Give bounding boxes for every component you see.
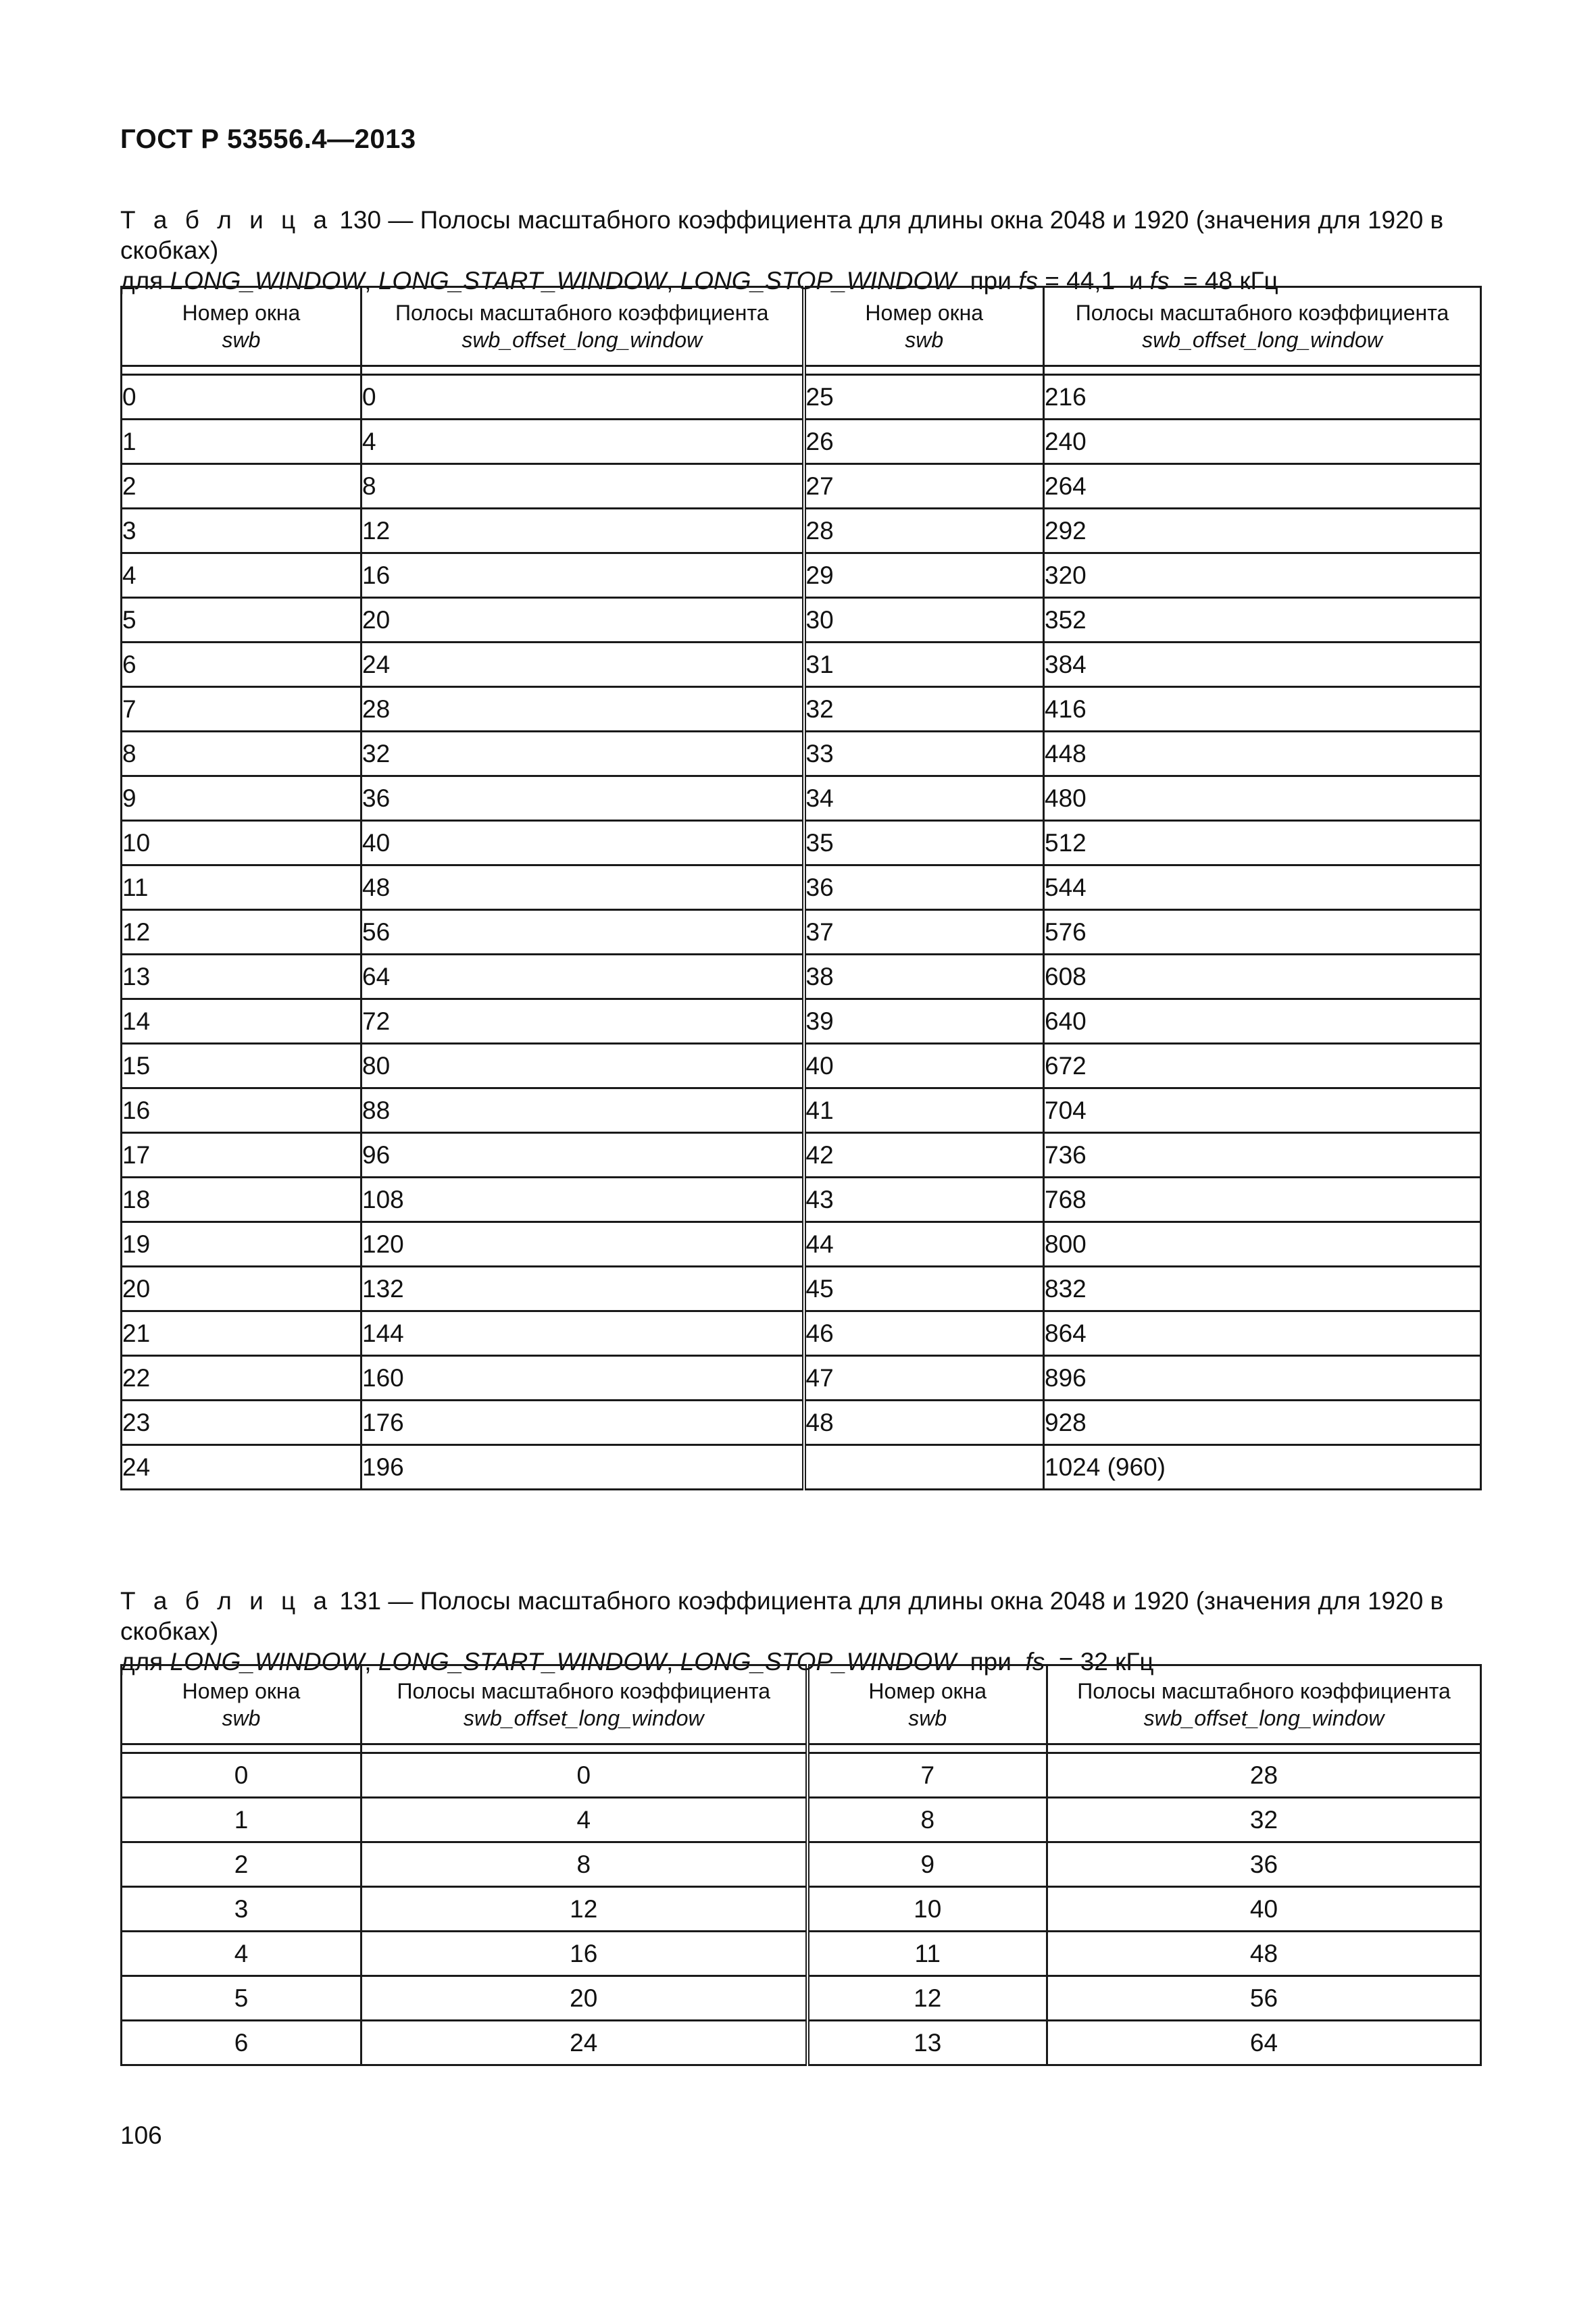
cell-offset: 8 xyxy=(361,464,804,509)
header-offset xyxy=(1044,287,1481,366)
cell-offset: 1024 (960) xyxy=(1044,1445,1481,1490)
cell-swb: 27 xyxy=(804,464,1044,509)
fs-symbol: fs xyxy=(1149,267,1170,295)
cell-swb xyxy=(804,1445,1044,1490)
cell-offset: 56 xyxy=(1047,1976,1481,2021)
gap-cell xyxy=(1044,366,1481,375)
cell-swb: 28 xyxy=(804,509,1044,553)
gap-cell xyxy=(361,1744,807,1753)
cell-swb: 15 xyxy=(122,1044,361,1088)
table-row xyxy=(122,1222,1481,1267)
cell-offset: 48 xyxy=(361,865,804,910)
cell-swb: 17 xyxy=(122,1133,361,1178)
cell-offset: 384 xyxy=(1044,643,1481,687)
cell-swb: 26 xyxy=(804,420,1044,464)
cell-swb: 48 xyxy=(804,1401,1044,1445)
page-number: 106 xyxy=(120,2121,162,2149)
cell-offset: 36 xyxy=(361,776,804,821)
table-row xyxy=(122,1976,1481,2021)
table-130-caption xyxy=(120,205,1478,296)
cell-offset: 12 xyxy=(361,509,804,553)
cell-swb: 38 xyxy=(804,955,1044,999)
cell-offset: 32 xyxy=(361,732,804,776)
cell-swb: 20 xyxy=(122,1267,361,1311)
window-long: LONG_WINDOW xyxy=(170,1648,365,1676)
header-title: Номер окна xyxy=(868,1679,987,1703)
cell-offset: 928 xyxy=(1044,1401,1481,1445)
cell-offset: 672 xyxy=(1044,1044,1481,1088)
fs-symbol: fs xyxy=(1025,1648,1045,1676)
window-long-stop: LONG_STOP_WINDOW xyxy=(680,267,957,295)
cell-offset: 448 xyxy=(1044,732,1481,776)
cell-offset: 28 xyxy=(361,687,804,732)
cell-offset: 16 xyxy=(361,553,804,598)
table-131 xyxy=(120,1664,1482,2066)
cell-swb: 30 xyxy=(804,598,1044,643)
cell-swb: 12 xyxy=(807,1976,1047,2021)
table-row xyxy=(122,1445,1481,1490)
caption-pri: при xyxy=(956,1648,1026,1676)
window-long-stop: LONG_STOP_WINDOW xyxy=(680,1648,957,1676)
table-row xyxy=(122,1842,1481,1887)
cell-swb: 11 xyxy=(122,865,361,910)
cell-swb: 19 xyxy=(122,1222,361,1267)
cell-offset: 96 xyxy=(361,1133,804,1178)
caption-prefix: для xyxy=(120,267,170,295)
gap-cell xyxy=(1047,1744,1481,1753)
cell-swb: 32 xyxy=(804,687,1044,732)
table-row xyxy=(122,910,1481,955)
cell-offset: 196 xyxy=(361,1445,804,1490)
cell-swb: 10 xyxy=(807,1887,1047,1932)
cell-offset: 176 xyxy=(361,1401,804,1445)
cell-swb: 33 xyxy=(804,732,1044,776)
cell-swb: 7 xyxy=(122,687,361,732)
cell-swb: 10 xyxy=(122,821,361,865)
cell-swb: 12 xyxy=(122,910,361,955)
cell-offset: 108 xyxy=(361,1178,804,1222)
cell-offset: 480 xyxy=(1044,776,1481,821)
header-swb xyxy=(122,287,361,366)
cell-swb: 25 xyxy=(804,375,1044,420)
table-131-body xyxy=(122,1744,1481,2065)
header-title: Номер окна xyxy=(182,301,301,325)
header-swb xyxy=(807,1665,1047,1744)
cell-swb: 4 xyxy=(122,1932,361,1976)
separator: , xyxy=(364,267,378,295)
separator: , xyxy=(666,1648,680,1676)
cell-swb: 8 xyxy=(807,1798,1047,1842)
caption-text: 131 — Полосы масштабного коэффициента для длины окна 2048 и 1920 (значения для 1920 в скобках) xyxy=(120,1587,1444,1645)
cell-swb: 0 xyxy=(122,375,361,420)
cell-offset: 704 xyxy=(1044,1088,1481,1133)
cell-swb: 6 xyxy=(122,2021,361,2065)
gap-cell xyxy=(807,1744,1047,1753)
cell-swb: 0 xyxy=(122,1753,361,1798)
header-offset xyxy=(1047,1665,1481,1744)
cell-offset: 640 xyxy=(1044,999,1481,1044)
cell-offset: 576 xyxy=(1044,910,1481,955)
table-row xyxy=(122,687,1481,732)
cell-offset: 64 xyxy=(1047,2021,1481,2065)
table-row xyxy=(122,1133,1481,1178)
cell-offset: 16 xyxy=(361,1932,807,1976)
header-var: swb xyxy=(222,328,261,352)
table-row xyxy=(122,1798,1481,1842)
header-var: swb_offset_long_window xyxy=(1143,1706,1385,1730)
header-var: swb xyxy=(222,1706,261,1730)
table-row xyxy=(122,1401,1481,1445)
cell-offset: 40 xyxy=(1047,1887,1481,1932)
cell-offset: 24 xyxy=(361,2021,807,2065)
cell-offset: 896 xyxy=(1044,1356,1481,1401)
cell-offset: 832 xyxy=(1044,1267,1481,1311)
cell-offset: 544 xyxy=(1044,865,1481,910)
fs-value-2: = 48 кГц xyxy=(1169,267,1278,295)
header-title: Номер окна xyxy=(182,1679,301,1703)
cell-swb: 5 xyxy=(122,598,361,643)
cell-swb: 3 xyxy=(122,1887,361,1932)
table-row xyxy=(122,776,1481,821)
cell-offset: 24 xyxy=(361,643,804,687)
cell-offset: 40 xyxy=(361,821,804,865)
cell-swb: 23 xyxy=(122,1401,361,1445)
cell-swb: 47 xyxy=(804,1356,1044,1401)
cell-swb: 16 xyxy=(122,1088,361,1133)
header-var: swb xyxy=(905,328,944,352)
table-header-row xyxy=(122,287,1481,366)
table-row xyxy=(122,865,1481,910)
cell-offset: 608 xyxy=(1044,955,1481,999)
table-row xyxy=(122,1753,1481,1798)
header-title: Полосы масштабного коэффициента xyxy=(1077,1679,1451,1703)
cell-swb: 14 xyxy=(122,999,361,1044)
cell-offset: 36 xyxy=(1047,1842,1481,1887)
cell-swb: 40 xyxy=(804,1044,1044,1088)
caption-prefix: для xyxy=(120,1648,170,1676)
table-row xyxy=(122,999,1481,1044)
table-row xyxy=(122,464,1481,509)
cell-offset: 88 xyxy=(361,1088,804,1133)
document-header: ГОСТ Р 53556.4—2013 xyxy=(120,124,416,154)
cell-offset: 800 xyxy=(1044,1222,1481,1267)
cell-swb: 34 xyxy=(804,776,1044,821)
header-var: swb_offset_long_window xyxy=(1142,328,1382,352)
table-row xyxy=(122,2021,1481,2065)
cell-offset: 240 xyxy=(1044,420,1481,464)
cell-swb: 8 xyxy=(122,732,361,776)
cell-offset: 64 xyxy=(361,955,804,999)
cell-swb: 7 xyxy=(807,1753,1047,1798)
cell-offset: 4 xyxy=(361,1798,807,1842)
cell-swb: 6 xyxy=(122,643,361,687)
table-row xyxy=(122,1178,1481,1222)
cell-offset: 8 xyxy=(361,1842,807,1887)
table-row xyxy=(122,598,1481,643)
cell-swb: 2 xyxy=(122,464,361,509)
gap-cell xyxy=(122,1744,361,1753)
cell-swb: 4 xyxy=(122,553,361,598)
window-long-start: LONG_START_WINDOW xyxy=(378,1648,667,1676)
cell-offset: 4 xyxy=(361,420,804,464)
cell-swb: 35 xyxy=(804,821,1044,865)
cell-swb: 11 xyxy=(807,1932,1047,1976)
cell-offset: 20 xyxy=(361,598,804,643)
cell-offset: 72 xyxy=(361,999,804,1044)
cell-swb: 9 xyxy=(122,776,361,821)
table-row xyxy=(122,1887,1481,1932)
cell-offset: 12 xyxy=(361,1887,807,1932)
cell-offset: 80 xyxy=(361,1044,804,1088)
header-offset xyxy=(361,1665,807,1744)
cell-offset: 32 xyxy=(1047,1798,1481,1842)
table-row xyxy=(122,1267,1481,1311)
cell-swb: 24 xyxy=(122,1445,361,1490)
cell-swb: 1 xyxy=(122,1798,361,1842)
cell-swb: 13 xyxy=(807,2021,1047,2065)
header-title: Номер окна xyxy=(865,301,984,325)
table-row xyxy=(122,1311,1481,1356)
table-131-caption xyxy=(120,1586,1478,1677)
cell-swb: 13 xyxy=(122,955,361,999)
separator: , xyxy=(666,267,680,295)
cell-swb: 41 xyxy=(804,1088,1044,1133)
window-long-start: LONG_START_WINDOW xyxy=(378,267,667,295)
header-var: swb_offset_long_window xyxy=(462,328,703,352)
cell-swb: 9 xyxy=(807,1842,1047,1887)
table-row xyxy=(122,1088,1481,1133)
cell-swb: 42 xyxy=(804,1133,1044,1178)
separator: , xyxy=(364,1648,378,1676)
cell-offset: 512 xyxy=(1044,821,1481,865)
cell-offset: 416 xyxy=(1044,687,1481,732)
cell-swb: 2 xyxy=(122,1842,361,1887)
window-long: LONG_WINDOW xyxy=(170,267,365,295)
cell-offset: 132 xyxy=(361,1267,804,1311)
cell-offset: 48 xyxy=(1047,1932,1481,1976)
gap-cell xyxy=(361,366,804,375)
cell-offset: 264 xyxy=(1044,464,1481,509)
cell-swb: 1 xyxy=(122,420,361,464)
header-gap-row xyxy=(122,366,1481,375)
cell-swb: 45 xyxy=(804,1267,1044,1311)
table-row xyxy=(122,1044,1481,1088)
header-var: swb xyxy=(908,1706,947,1730)
cell-swb: 36 xyxy=(804,865,1044,910)
cell-swb: 5 xyxy=(122,1976,361,2021)
fs-value: = 32 кГц xyxy=(1045,1648,1154,1676)
table-row xyxy=(122,643,1481,687)
table-row xyxy=(122,1932,1481,1976)
cell-swb: 18 xyxy=(122,1178,361,1222)
header-title: Полосы масштабного коэффициента xyxy=(397,1679,771,1703)
table-131-caption-line1 xyxy=(120,1586,1478,1646)
table-row xyxy=(122,420,1481,464)
cell-swb: 37 xyxy=(804,910,1044,955)
cell-offset: 0 xyxy=(361,1753,807,1798)
table-label: Т а б л и ц а xyxy=(120,206,333,234)
cell-offset: 144 xyxy=(361,1311,804,1356)
gap-cell xyxy=(122,366,361,375)
fs-symbol: fs xyxy=(1018,267,1038,295)
table-130-body xyxy=(122,366,1481,1490)
cell-offset: 864 xyxy=(1044,1311,1481,1356)
table-row xyxy=(122,509,1481,553)
cell-offset: 352 xyxy=(1044,598,1481,643)
cell-swb: 44 xyxy=(804,1222,1044,1267)
cell-swb: 3 xyxy=(122,509,361,553)
cell-offset: 160 xyxy=(361,1356,804,1401)
cell-offset: 768 xyxy=(1044,1178,1481,1222)
table-row xyxy=(122,1356,1481,1401)
table-row xyxy=(122,955,1481,999)
cell-offset: 736 xyxy=(1044,1133,1481,1178)
cell-swb: 22 xyxy=(122,1356,361,1401)
table-header-row xyxy=(122,1665,1481,1744)
cell-swb: 46 xyxy=(804,1311,1044,1356)
table-130 xyxy=(120,286,1482,1490)
cell-offset: 320 xyxy=(1044,553,1481,598)
cell-swb: 39 xyxy=(804,999,1044,1044)
gap-cell xyxy=(804,366,1044,375)
cell-offset: 216 xyxy=(1044,375,1481,420)
header-var: swb_offset_long_window xyxy=(463,1706,704,1730)
caption-text: 130 — Полосы масштабного коэффициента для длины окна 2048 и 1920 (значения для 1920 в скобках) xyxy=(120,206,1444,264)
header-offset xyxy=(361,287,804,366)
header-swb xyxy=(122,1665,361,1744)
cell-offset: 56 xyxy=(361,910,804,955)
table-130-caption-line1 xyxy=(120,205,1478,266)
table-row xyxy=(122,553,1481,598)
cell-swb: 29 xyxy=(804,553,1044,598)
header-title: Полосы масштабного коэффициента xyxy=(395,301,769,325)
cell-offset: 292 xyxy=(1044,509,1481,553)
header-title: Полосы масштабного коэффициента xyxy=(1075,301,1449,325)
table-row xyxy=(122,732,1481,776)
header-swb xyxy=(804,287,1044,366)
cell-offset: 20 xyxy=(361,1976,807,2021)
table-row xyxy=(122,375,1481,420)
cell-offset: 0 xyxy=(361,375,804,420)
cell-offset: 120 xyxy=(361,1222,804,1267)
fs-value-1: = 44,1 и xyxy=(1037,267,1150,295)
cell-swb: 21 xyxy=(122,1311,361,1356)
table-row xyxy=(122,821,1481,865)
cell-offset: 28 xyxy=(1047,1753,1481,1798)
table-label: Т а б л и ц а xyxy=(120,1587,333,1615)
cell-swb: 31 xyxy=(804,643,1044,687)
cell-swb: 43 xyxy=(804,1178,1044,1222)
header-gap-row xyxy=(122,1744,1481,1753)
caption-pri: при xyxy=(956,267,1019,295)
